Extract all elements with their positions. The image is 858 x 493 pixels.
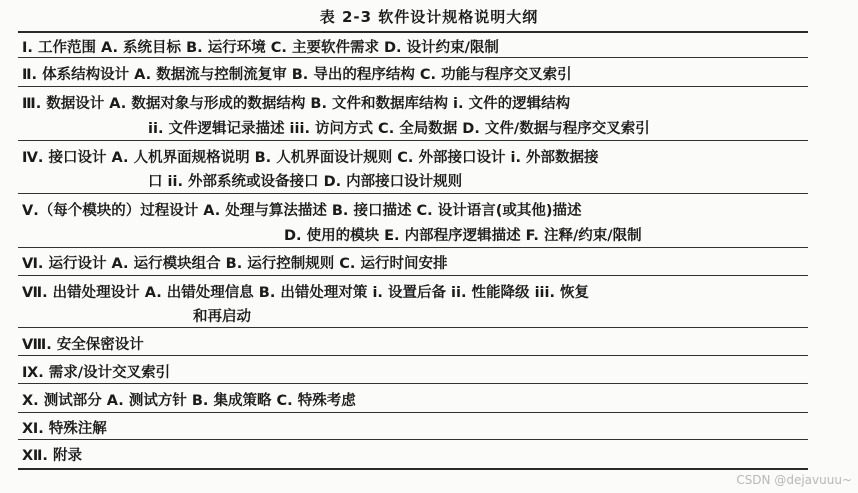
row-11-line-1: Ⅺ. 特殊注解 bbox=[22, 421, 107, 437]
row-1-line-1: Ⅰ. 工作范围 A. 系统目标 B. 运行环境 C. 主要软件需求 D. 设计约束/限制 bbox=[22, 40, 499, 56]
row-2-line-1: Ⅱ. 体系结构设计 A. 数据流与控制流复审 B. 导出的程序结构 C. 功能与程序交叉索引 bbox=[22, 67, 572, 83]
table-row-5 bbox=[18, 194, 808, 248]
table-row-3 bbox=[18, 87, 808, 141]
row-6-line-1: Ⅵ. 运行设计 A. 运行模块组合 B. 运行控制规则 C. 运行时间安排 bbox=[22, 256, 448, 272]
row-12-line-1: Ⅻ. 附录 bbox=[22, 448, 82, 464]
row-9-line-1: Ⅸ. 需求/设计交叉索引 bbox=[22, 365, 171, 381]
row-10-line-1: Ⅹ. 测试部分 A. 测试方针 B. 集成策略 C. 特殊考虑 bbox=[22, 393, 356, 409]
table-row-12 bbox=[18, 440, 808, 468]
table-row-1 bbox=[18, 33, 808, 58]
table-row-11 bbox=[18, 413, 808, 440]
table-row-8 bbox=[18, 328, 808, 356]
row-5-line-2: D. 使用的模块 E. 内部程序逻辑描述 F. 注释/约束/限制 bbox=[284, 228, 642, 244]
table-row-10 bbox=[18, 384, 808, 413]
row-8-line-1: Ⅷ. 安全保密设计 bbox=[22, 337, 144, 353]
table-caption: 表 2-3 软件设计规格说明大纲 bbox=[319, 8, 539, 26]
spec-outline-table bbox=[18, 31, 808, 470]
table-row-2 bbox=[18, 58, 808, 87]
row-3-line-2: ii. 文件逻辑记录描述 iii. 访问方式 C. 全局数据 D. 文件/数据与程序交叉索引 bbox=[148, 121, 650, 137]
row-7-line-2: 和再启动 bbox=[193, 309, 251, 325]
row-5-line-1: Ⅴ.（每个模块的）过程设计 A. 处理与算法描述 B. 接口描述 C. 设计语言(或其他)描述 bbox=[22, 203, 582, 219]
table-row-6 bbox=[18, 248, 808, 276]
row-4-line-1: Ⅳ. 接口设计 A. 人机界面规格说明 B. 人机界面设计规则 C. 外部接口设计 i. 外部数据接 bbox=[22, 150, 599, 166]
table-row-9 bbox=[18, 356, 808, 384]
row-4-line-2: 口 ii. 外部系统或设备接口 D. 内部接口设计规则 bbox=[148, 174, 463, 190]
table-row-7 bbox=[18, 276, 808, 328]
row-7-line-1: Ⅶ. 出错处理设计 A. 出错处理信息 B. 出错处理对策 i. 设置后备 ii. 性能降级 iii. 恢复 bbox=[22, 285, 590, 301]
row-3-line-1: Ⅲ. 数据设计 A. 数据对象与形成的数据结构 B. 文件和数据库结构 i. 文件的逻辑结构 bbox=[22, 96, 571, 112]
csdn-watermark: CSDN @dejavuuu~ bbox=[736, 473, 852, 487]
table-row-4 bbox=[18, 141, 808, 194]
